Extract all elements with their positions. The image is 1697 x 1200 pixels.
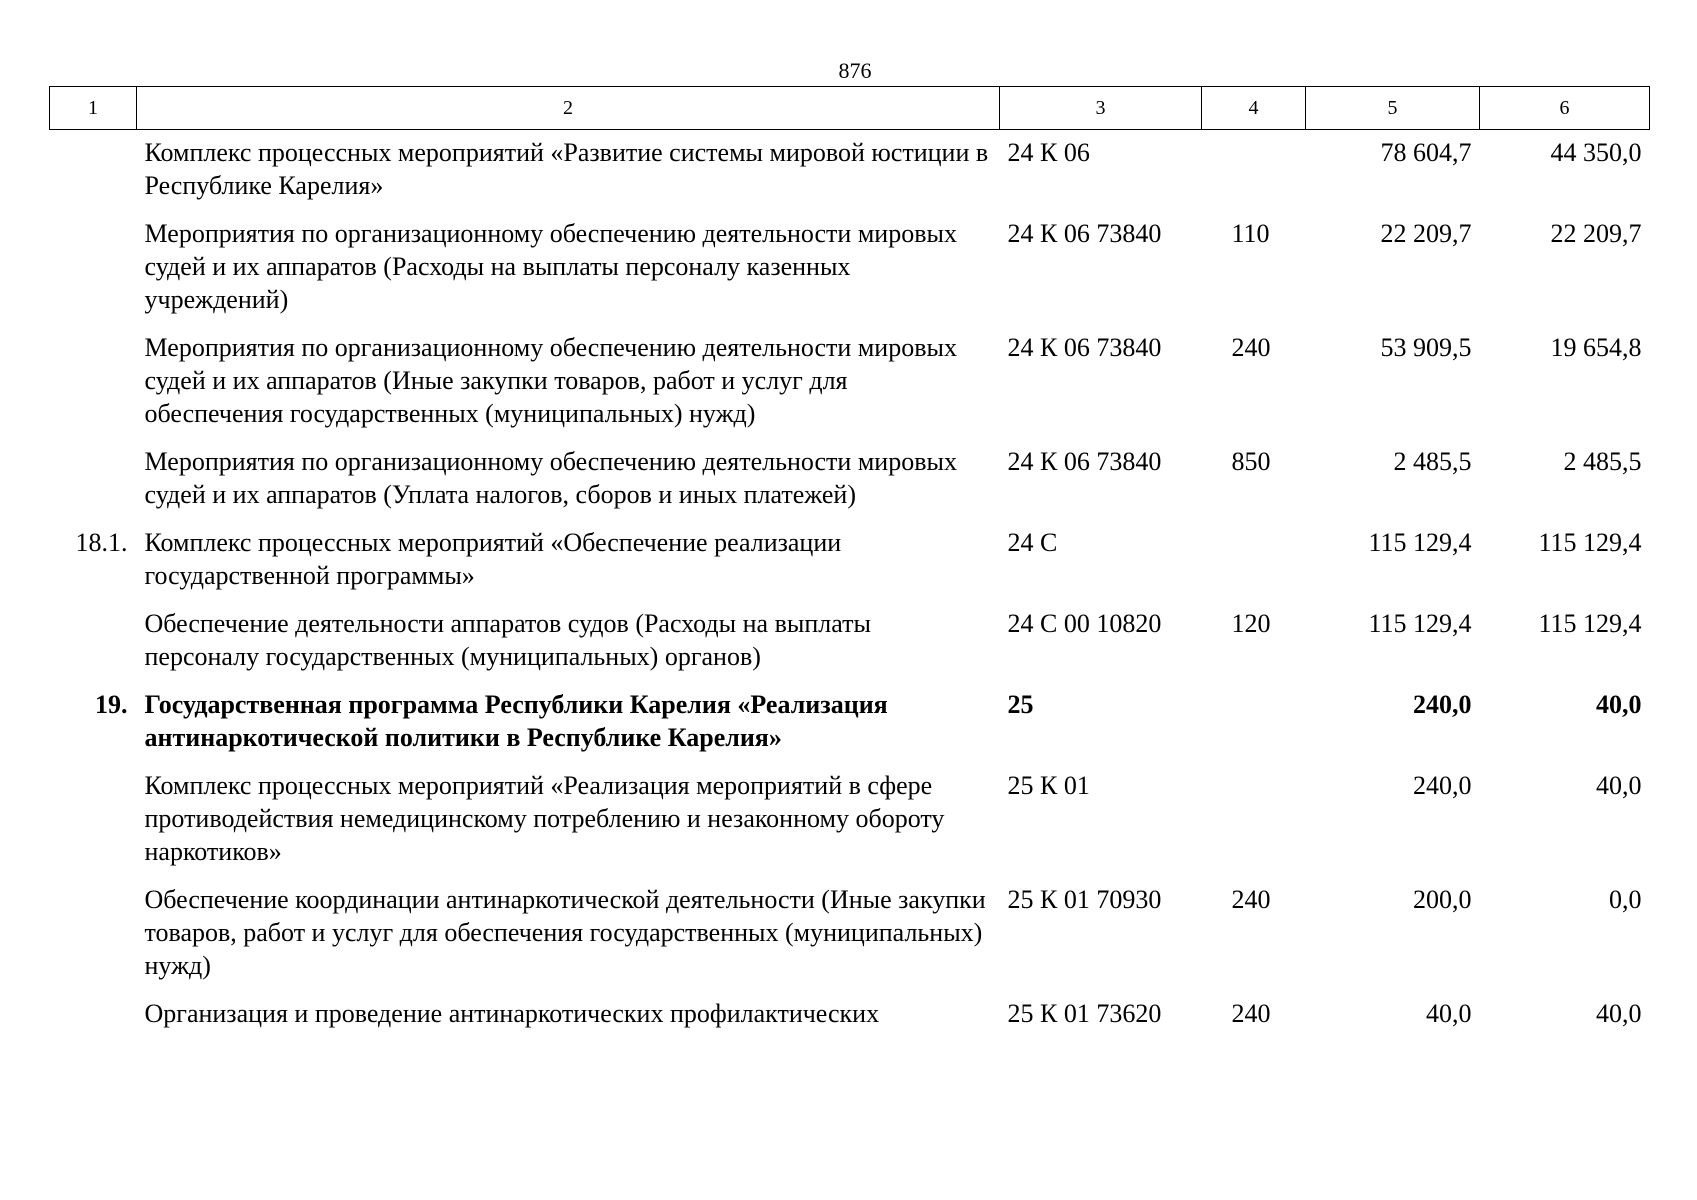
column-header: 1 — [50, 87, 137, 130]
amount-column-6: 22 209,7 — [1550, 219, 1642, 248]
table-row — [50, 883, 1650, 997]
amount-column-5: 240,0 — [1413, 771, 1472, 800]
amount-column-6: 40,0 — [1596, 999, 1642, 1028]
column-number-header-row — [50, 87, 1650, 130]
table-row — [50, 331, 1650, 445]
expense-type-code: 240 — [1231, 885, 1271, 914]
expense-type-code: 850 — [1231, 447, 1271, 476]
row-number: 19. — [95, 690, 128, 719]
amount-column-5: 78 604,7 — [1380, 138, 1472, 167]
row-description: Государственная программа Республики Карелия «Реализация антинаркотической политики в Республике Карелия» — [144, 690, 888, 752]
row-description: Обеспечение координации антинаркотической деятельности (Иные закупки товаров, работ и услуг для обеспечения государственных (муниципальных) нужд) — [144, 885, 986, 980]
budget-table — [49, 86, 1650, 1045]
table-row — [50, 997, 1650, 1045]
amount-column-6: 19 654,8 — [1550, 333, 1642, 362]
row-number — [50, 769, 137, 883]
amount-column-5: 40,0 — [1426, 999, 1472, 1028]
expense-type-code: 240 — [1231, 333, 1271, 362]
target-article-code: 24 К 06 — [1007, 138, 1090, 167]
amount-column-6: 2 485,5 — [1563, 447, 1642, 476]
target-article-code: 24 К 06 73840 — [1007, 219, 1162, 248]
table-row — [50, 445, 1650, 526]
column-header: 4 — [1202, 87, 1306, 130]
expense-type-code — [1202, 130, 1306, 218]
expense-type-code — [1202, 688, 1306, 769]
target-article-code: 24 С — [1007, 528, 1058, 557]
row-number — [50, 331, 137, 445]
target-article-code: 25 К 01 70930 — [1007, 885, 1162, 914]
row-description: Мероприятия по организационному обеспечению деятельности мировых судей и их аппаратов (Расходы на выплаты персоналу казенных учреждений) — [144, 219, 957, 314]
row-number — [50, 997, 137, 1045]
table-row — [50, 130, 1650, 218]
amount-column-5: 53 909,5 — [1380, 333, 1472, 362]
row-description: Обеспечение деятельности аппаратов судов (Расходы на выплаты персоналу государственных (муниципальных) органов) — [144, 609, 871, 671]
row-description: Комплекс процессных мероприятий «Обеспечение реализации государственной программы» — [144, 528, 842, 590]
row-description: Мероприятия по организационному обеспечению деятельности мировых судей и их аппаратов (Иные закупки товаров, работ и услуг для обеспечения государственных (муниципальных) нужд) — [144, 333, 957, 428]
amount-column-6: 40,0 — [1596, 771, 1642, 800]
target-article-code: 25 К 01 73620 — [1007, 999, 1162, 1028]
table-row — [50, 607, 1650, 688]
amount-column-6: 40,0 — [1596, 690, 1642, 719]
amount-column-5: 2 485,5 — [1393, 447, 1472, 476]
amount-column-6: 115 129,4 — [1538, 609, 1642, 638]
table-row-program-heading — [50, 688, 1650, 769]
amount-column-6: 44 350,0 — [1550, 138, 1642, 167]
page-number: 876 — [838, 58, 872, 83]
expense-type-code: 120 — [1231, 609, 1271, 638]
amount-column-5: 240,0 — [1413, 690, 1472, 719]
column-header: 2 — [137, 87, 1000, 130]
column-header: 5 — [1306, 87, 1480, 130]
column-header: 6 — [1480, 87, 1650, 130]
row-number — [50, 607, 137, 688]
row-description: Организация и проведение антинаркотических профилактических — [144, 999, 880, 1028]
column-header: 3 — [1000, 87, 1202, 130]
amount-column-5: 22 209,7 — [1380, 219, 1472, 248]
expense-type-code: 110 — [1231, 219, 1270, 248]
target-article-code: 24 К 06 73840 — [1007, 333, 1162, 362]
table-row — [50, 526, 1650, 607]
row-description: Мероприятия по организационному обеспечению деятельности мировых судей и их аппаратов (Уплата налогов, сборов и иных платежей) — [144, 447, 957, 509]
amount-column-6: 0,0 — [1609, 885, 1642, 914]
expense-type-code — [1202, 769, 1306, 883]
table-row — [50, 217, 1650, 331]
row-number: 18.1. — [75, 528, 128, 557]
expense-type-code — [1202, 526, 1306, 607]
row-number — [50, 217, 137, 331]
row-description: Комплекс процессных мероприятий «Реализация мероприятий в сфере противодействия немедицинскому потреблению и незаконному обороту наркотиков» — [144, 771, 945, 866]
target-article-code: 25 — [1007, 690, 1034, 719]
target-article-code: 25 К 01 — [1007, 771, 1090, 800]
row-number — [50, 130, 137, 218]
amount-column-5: 200,0 — [1413, 885, 1472, 914]
target-article-code: 24 К 06 73840 — [1007, 447, 1162, 476]
target-article-code: 24 С 00 10820 — [1007, 609, 1162, 638]
amount-column-6: 115 129,4 — [1538, 528, 1642, 557]
amount-column-5: 115 129,4 — [1368, 609, 1472, 638]
row-description: Комплекс процессных мероприятий «Развитие системы мировой юстиции в Республике Карелия» — [144, 138, 989, 200]
expense-type-code: 240 — [1231, 999, 1271, 1028]
row-number — [50, 883, 137, 997]
table-row — [50, 769, 1650, 883]
row-number — [50, 445, 137, 526]
amount-column-5: 115 129,4 — [1368, 528, 1472, 557]
